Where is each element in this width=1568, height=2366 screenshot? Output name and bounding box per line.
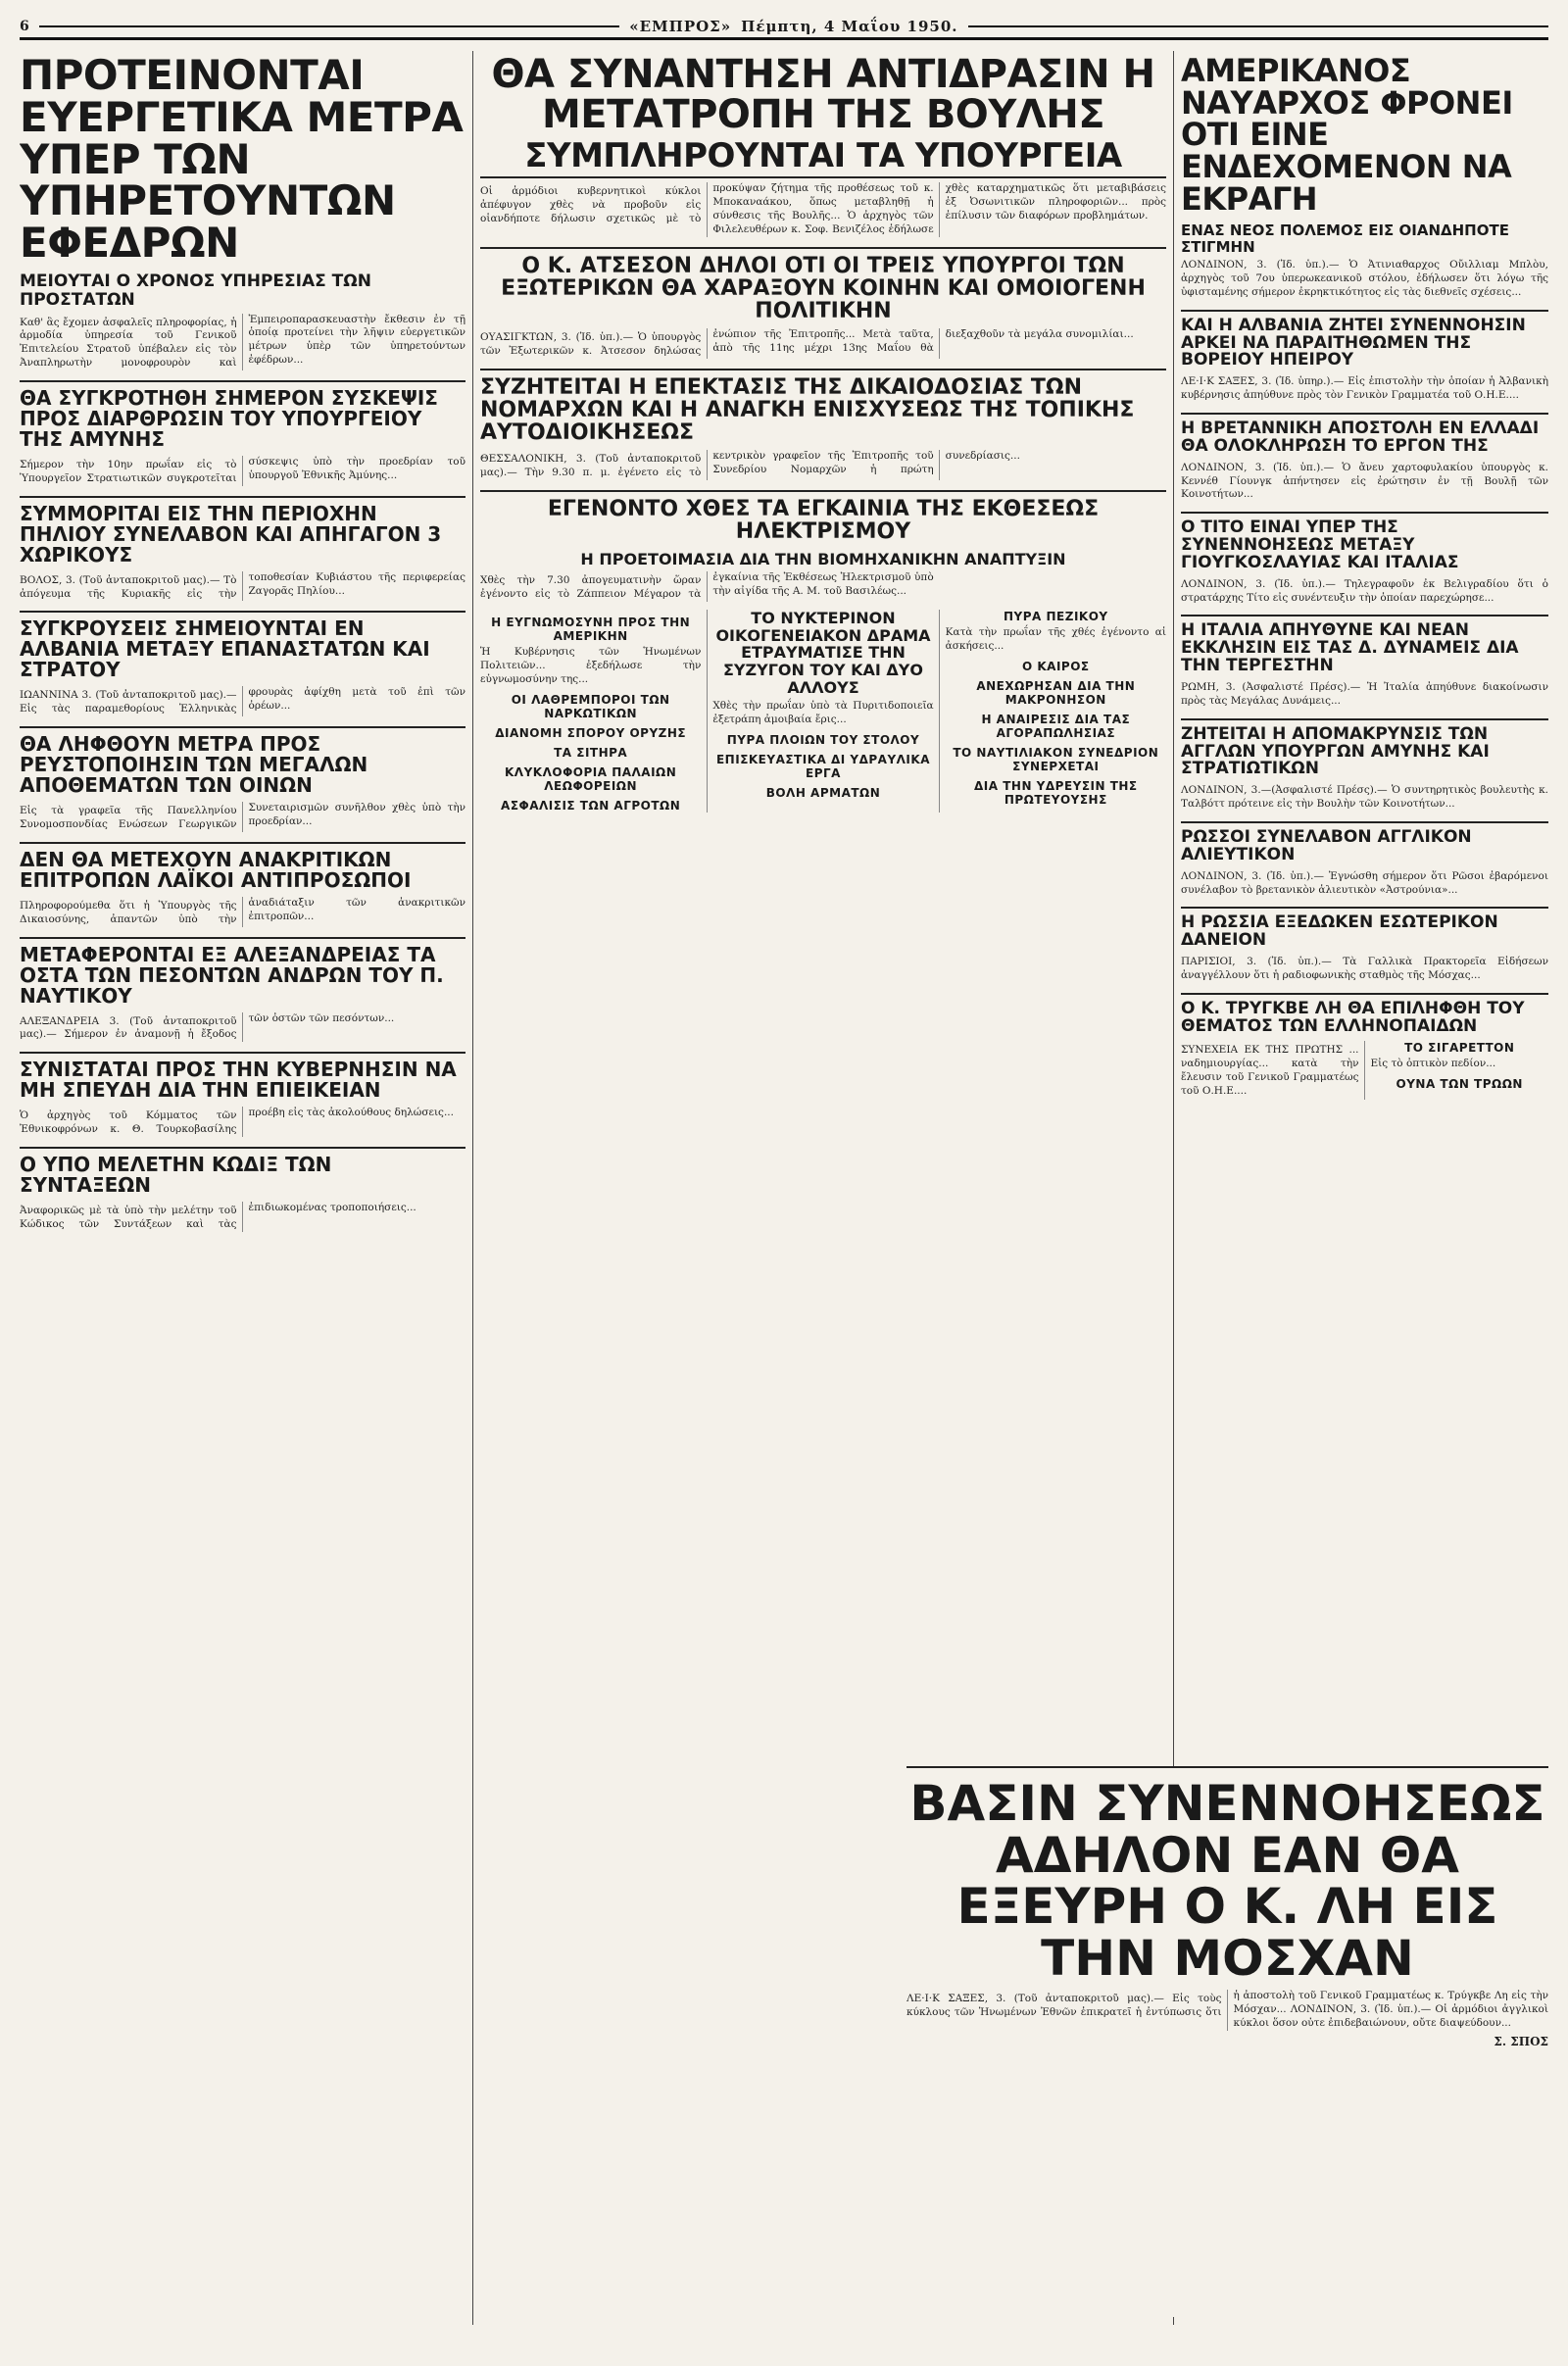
article-text: ΟΥΑΣΙΓΚΤΩΝ, 3. (Ἰδ. ὑπ.).— Ὁ ὑπουργὸς τῶν Ἐξωτερικῶν κ. Ἀτσεσον δηλώσας ἐνώπιον τῆς Ἐπιτροπῆς... Μετὰ ταῦτα, ἀπὸ τῆς 11ης μέχρι 13ης Μαΐου θὰ διεξαχθοῦν τὰ μεγάλα συνομιλίαι... xyxy=(480,327,1134,357)
article-text: Ἀναφορικῶς μὲ τὰ ὑπὸ τὴν μελέτην τοῦ Κώδικος τῶν Συντάξεων καὶ τὰς ἐπιδιωκομένας τροποποιήσεις... xyxy=(20,1201,416,1230)
masthead-date: Πέμπτη, 4 Μαΐου 1950. xyxy=(741,18,958,35)
headline-vretanniki-apostoli: Η ΒΡΕΤΑΝΝΙΚΗ ΑΠΟΣΤΟΛΗ ΕΝ ΕΛΛΑΔΙ ΘΑ ΟΛΟΚΛΗΡΩΣΗ ΤΟ ΕΡΓΟΝ ΤΗΣ xyxy=(1181,413,1548,456)
article-7-body xyxy=(20,1012,466,1043)
article-text: ΛΕ·Ι·Κ ΣΑΞΕΣ, 3. (Τοῦ ἀνταποκριτοῦ μας).— Εἰς τοὺς κύκλους τῶν Ἡνωμένων Ἐθνῶν ἐπικρατεῖ ἡ ἐντύπωσις ὅτι ἡ ἀποστολὴ τοῦ Γενικοῦ Γραμματέως κ. Τρύγκβε Λη εἰς τὴν Μόσχαν... ΛΟΝΔΙΝΟΝ, 3. (Ἰδ. ὑπ.).— Οἱ ἁρμόδιοι ἀγγλικοὶ κύκλοι ὅσον οὐτε ἐπιδεβαιώνουν, οὔτε διαψεύδουν... xyxy=(906,1990,1548,2029)
article-text: ΒΟΛΟΣ, 3. (Τοῦ ἀνταποκριτοῦ μας).— Τὸ ἀπόγευμα τῆς Κυριακῆς εἰς τὴν τοποθεσίαν Κυβιάστου τῆς περιφερείας Ζαγορᾶς Πηλίου... xyxy=(20,570,466,600)
article-1-body xyxy=(20,314,466,370)
article-text: Ὁ ἀρχηγὸς τοῦ Κόμματος τῶν Ἐθνικοφρόνων κ. Θ. Τουρκοβασίλης προέβη εἰς τὰς ἀκολούθους δηλώσεις... xyxy=(20,1107,454,1136)
article-text: Χθὲς τὴν 7.30 ἀπογευματινὴν ὥραν ἐγένοντο εἰς τὸ Ζάππειον Μέγαρον τὰ ἐγκαίνια τῆς Ἐκθέσεως Ἠλεκτρισμοῦ ὑπὸ τὴν αἰγίδα τῆς Α. Μ. τοῦ Βασιλέως... xyxy=(480,571,934,601)
article-text: Πληροφορούμεθα ὅτι ἡ Ὑπουργὸς τῆς Δικαιοσύνης, ἀπαντῶν ὑπὸ τὴν ἀναδιάταξιν τῶν ἀνακριτικῶν ἐπιτροπῶν... xyxy=(20,896,466,925)
headline-trygkve-li: Ο Κ. ΤΡΥΓΚΒΕ ΛΗ ΘΑ ΕΠΙΛΗΦΘΗ ΤΟΥ ΘΕΜΑΤΟΣ ΤΩΝ ΕΛΛΗΝΟΠΑΙΔΩΝ xyxy=(1181,993,1548,1036)
brief-headline: ΟΙ ΛΑΘΡΕΜΠΟΡΟΙ ΤΩΝ ΝΑΡΚΩΤΙΚΩΝ xyxy=(511,692,670,720)
brief-headline: ΤΟ ΝΑΥΤΙΛΙΑΚΟΝ ΣΥΝΕΔΡΙΟΝ ΣΥΝΕΡΧΕΤΑΙ xyxy=(953,745,1159,773)
headline-metatropi-voulis: ΘΑ ΣΥΝΑΝΤΗΣΗ ΑΝΤΙΔΡΑΣΙΝ Η ΜΕΤΑΤΡΟΠΗ ΤΗΣ ΒΟΥΛΗΣ xyxy=(491,52,1155,137)
headline-oikogeneiako-drama: ΤΟ ΝΥΚΤΕΡΙΝΟΝ ΟΙΚΟΓΕΝΕΙΑΚΟΝ ΔΡΑΜΑ ΕΤΡΑΥΜΑΤΙΣΕ ΤΗΝ ΣΥΖΥΓΟΝ ΤΟΥ ΚΑΙ ΔΥΟ ΑΛΛΟΥΣ xyxy=(715,609,931,697)
bottom-article-body xyxy=(906,1990,1548,2031)
brief-headline: ΑΣΦΑΛΙΣΙΣ ΤΩΝ ΑΓΡΟΤΩΝ xyxy=(501,798,681,813)
brief-headline: ΤΑ ΣΙΤΗΡΑ xyxy=(554,745,628,760)
main-article-body xyxy=(480,182,1166,236)
nomarxon-article-body xyxy=(480,450,1166,480)
headline-tito: Ο ΤΙΤΟ ΕΙΝΑΙ ΥΠΕΡ ΤΗΣ ΣΥΝΕΝΝΟΗΣΕΩΣ ΜΕΤΑΞΥ ΓΙΟΥΓΚΟΣΛΑΥΙΑΣ ΚΑΙ ΙΤΑΛΙΑΣ xyxy=(1181,512,1548,572)
headline-italia-tergesti: Η ΙΤΑΛΙΑ ΑΠΗΥΘΥΝΕ ΚΑΙ ΝΕΑΝ ΕΚΚΛΗΣΙΝ ΕΙΣ ΤΑΣ Δ. ΔΥΝΑΜΕΙΣ ΔΙΑ ΤΗΝ ΤΕΡΓΕΣΤΗΝ xyxy=(1181,615,1548,675)
headline-symmorites-piliou: ΣΥΜΜΟΡΙΤΑΙ ΕΙΣ ΤΗΝ ΠΕΡΙΟΧΗΝ ΠΗΛΙΟΥ ΣΥΝΕΛΑΒΟΝ ΚΑΙ ΑΠΗΓΑΓΟΝ 3 ΧΩΡΙΚΟΥΣ xyxy=(20,496,466,566)
article-text: ΛΟΝΔΙΝΟΝ, 3. (Ἰδ. ὑπ.).— Ὁ ἄνευ χαρτοφυλακίου ὑπουργὸς κ. Κεννέθ Γίουνγκ ἀπήντησεν εἰς ἐρώτησιν ἐν τῇ Βουλῇ τῶν Κοινοτήτων... xyxy=(1181,461,1548,501)
trygkve-article-body xyxy=(1181,1041,1548,1099)
headline-apothemata-oinon: ΘΑ ΛΗΦΘΟΥΝ ΜΕΤΡΑ ΠΡΟΣ ΡΕΥΣΤΟΠΟΙΗΣΙΝ ΤΩΝ ΜΕΓΑΛΩΝ ΑΠΟΘΕΜΑΤΩΝ ΤΩΝ ΟΙΝΩΝ xyxy=(20,726,466,796)
brief-headline: ΒΟΛΗ ΑΡΜΑΤΩΝ xyxy=(765,785,881,800)
article-3-body xyxy=(20,571,466,602)
headline-kodix-syntakseon: Ο ΥΠΟ ΜΕΛΕΤΗΝ ΚΩΔΙΞ ΤΩΝ ΣΥΝΤΑΞΕΩΝ xyxy=(20,1147,466,1196)
masthead-rule-left xyxy=(39,25,620,27)
brief-text: Κατὰ τὴν πρωΐαν τῆς χθές ἐγένοντο αἱ ἀσκήσεις... xyxy=(945,626,1166,653)
headline-atseson: Ο Κ. ΑΤΣΕΣΟΝ ΔΗΛΟΙ ΟΤΙ ΟΙ ΤΡΕΙΣ ΥΠΟΥΡΓΟΙ ΤΩΝ ΕΞΩΤΕΡΙΚΩΝ ΘΑ ΧΑΡΑΞΟΥΝ ΚΟΙΝΗΝ ΚΑΙ ΟΜΟΙΟΓΕΝΗ ΠΟΛΙΤΙΚΗΝ xyxy=(480,247,1166,322)
headline-nomarxon: ΣΥΖΗΤΕΙΤΑΙ Η ΕΠΕΚΤΑΣΙΣ ΤΗΣ ΔΙΚΑΙΟΔΟΣΙΑΣ ΤΩΝ ΝΟΜΑΡΧΩΝ ΚΑΙ Η ΑΝΑΓΚΗ ΕΝΙΣΧΥΣΕΩΣ ΤΗΣ ΤΟΠΙΚΗΣ ΑΥΤΟΔΙΟΙΚΗΣΕΩΣ xyxy=(480,369,1166,444)
masthead-title: «ΕΜΠΡΟΣ» xyxy=(629,18,732,35)
article-text: Εἰς τὸ ὀπτικὸν πεδίον... xyxy=(1370,1058,1496,1070)
headline-rossoi-alieutiko: ΡΩΣΣΟΙ ΣΥΝΕΛΑΒΟΝ ΑΓΓΛΙΚΟΝ ΑΛΙΕΥΤΙΚΟΝ xyxy=(1181,821,1548,864)
article-text: ΣΥΝΕΧΕΙΑ ΕΚ ΤΗΣ ΠΡΩΤΗΣ ... ναδημιουργίας... κατὰ τὴν ἔλευσιν τοῦ Γενικοῦ Γραμματέως τοῦ Ο.Η.Ε.... xyxy=(1181,1044,1359,1098)
headline-ypourgeia: ΣΥΜΠΛΗΡΟΥΝΤΑΙ ΤΑ ΥΠΟΥΡΓΕΙΑ xyxy=(480,139,1166,179)
headline-anakritikes-epitropes: ΔΕΝ ΘΑ ΜΕΤΕΧΟΥΝ ΑΝΑΚΡΙΤΙΚΩΝ ΕΠΙΤΡΟΠΩΝ ΛΑΪΚΟΙ ΑΝΤΙΠΡΟΣΩΠΟΙ xyxy=(20,842,466,891)
article-6-body xyxy=(20,897,466,927)
subhead-neos-polemos: ΕΝΑΣ ΝΕΟΣ ΠΟΛΕΜΟΣ ΕΙΣ ΟΙΑΝΔΗΠΟΤΕ ΣΤΙΓΜΗΝ xyxy=(1181,222,1509,256)
headline-albania-sygkrouseis: ΣΥΓΚΡΟΥΣΕΙΣ ΣΗΜΕΙΟΥΝΤΑΙ ΕΝ ΑΛΒΑΝΙΑ ΜΕΤΑΞΥ ΕΠΑΝΑΣΤΑΤΩΝ ΚΑΙ ΣΤΡΑΤΟΥ xyxy=(20,611,466,680)
headline-amerikanos-navarxos: ΑΜΕΡΙΚΑΝΟΣ ΝΑΥΑΡΧΟΣ ΦΡΟΝΕΙ ΟΤΙ ΕΙΝΕ ΕΝΔΕΧΟΜΕΝΟΝ ΝΑ ΕΚΡΑΓΗ xyxy=(1181,52,1513,218)
masthead-rule-right xyxy=(968,25,1549,27)
subhead-xronos-ypiresias: ΜΕΙΟΥΤΑΙ Ο ΧΡΟΝΟΣ ΥΠΗΡΕΣΙΑΣ ΤΩΝ ΠΡΟΣΤΑΤΩΝ xyxy=(20,271,371,310)
headline-epieikeia: ΣΥΝΙΣΤΑΤΑΙ ΠΡΟΣ ΤΗΝ ΚΥΒΕΡΝΗΣΙΝ ΝΑ ΜΗ ΣΠΕΥΔΗ ΔΙΑ ΤΗΝ ΕΠΙΕΙΚΕΙΑΝ xyxy=(20,1052,466,1101)
headline-syskepsis-amynis: ΘΑ ΣΥΓΚΡΟΤΗΘΗ ΣΗΜΕΡΟΝ ΣΥΣΚΕΨΙΣ ΠΡΟΣ ΔΙΑΡΘΡΩΣΙΝ ΤΟΥ ΥΠΟΥΡΓΕΙΟΥ ΤΗΣ ΑΜΥΝΗΣ xyxy=(20,380,466,450)
headline-rossia-daneio: Η ΡΩΣΣΙΑ ΕΞΕΔΩΚΕΝ ΕΣΩΤΕΡΙΚΟΝ ΔΑΝΕΙΟΝ xyxy=(1181,907,1548,950)
column-divider xyxy=(472,51,473,2325)
brief-headline: ΠΥΡΑ ΠΛΟΙΩΝ ΤΟΥ ΣΤΟΛΟΥ xyxy=(726,732,920,747)
left-column xyxy=(20,51,466,2325)
article-text: ΛΟΝΔΙΝΟΝ, 3. (Ἰδ. ὑπ.).— Τηλεγραφοῦν ἐκ Βελιγραδίου ὅτι ὁ στρατάρχης Τίτο εἰς συνέντευξιν τὴν ὁποίαν παρεχώρησε... xyxy=(1181,577,1548,604)
headline-evergetika-metra: ΠΡΟΤΕΙΝΟΝΤΑΙ ΕΥΕΡΓΕΤΙΚΑ ΜΕΤΡΑ ΥΠΕΡ ΤΩΝ ΥΠΗΡΕΤΟΥΝΤΩΝ ΕΦΕΔΡΩΝ xyxy=(20,51,464,268)
article-text: ΑΛΕΞΑΝΔΡΕΙΑ 3. (Τοῦ ἀνταποκριτοῦ μας).— Σήμερον ἐν ἀναμονῇ ἡ ἔξοδος τῶν ὀστῶν τῶν πεσόντων... xyxy=(20,1011,395,1041)
headline-aggloi-ypourgoi: ΖΗΤΕΙΤΑΙ Η ΑΠΟΜΑΚΡΥΝΣΙΣ ΤΩΝ ΑΓΓΛΩΝ ΥΠΟΥΡΓΩΝ ΑΜΥΝΗΣ ΚΑΙ ΣΤΡΑΤΙΩΤΙΚΩΝ xyxy=(1181,718,1548,779)
article-text: Καθ' ἃς ἔχομεν ἀσφαλεῖς πληροφορίας, ἡ ἁρμοδία ὑπηρεσία τοῦ Γενικοῦ Ἐπιτελείου Στρατοῦ ὑπέβαλεν εἰς τὸν Ἀναπληρωτὴν μονοφρουρὸν καὶ Ἐμπειροπαρασκευαστὴν ἔκθεσιν ἐν τῇ ὁποίᾳ προτείνει τὴν λῆψιν εὐεργετικῶν μέτρων ὑπὲρ τῶν ὑπηρετούντων ἐφέδρων... xyxy=(20,313,466,370)
brief-headline: Η ΕΥΓΝΩΜΟΣΥΝΗ ΠΡΟΣ ΤΗΝ ΑΜΕΡΙΚΗΝ xyxy=(491,616,691,644)
article-text: ΡΩΜΗ, 3. (Ἀσφαλιστέ Πρέσς).— Ἡ Ἰταλία ἀπηύθυνε διακοίνωσιν πρὸς τὰς Μεγάλας Δυνάμεις... xyxy=(1181,681,1548,707)
brief-headline: ΤΟ ΣΙΓΑΡΕΤΤΟΝ xyxy=(1404,1041,1515,1056)
article-text: ΛΟΝΔΙΝΟΝ, 3. (Ἰδ. ὑπ.).— Ἐγνώσθη σήμερον ὅτι Ρῶσοι ἐβαρόμενοι συνέλαβον τὸ βρετανικὸν ἁλιευτικὸν «Ἀστρούνια»... xyxy=(1181,869,1548,896)
bottom-story xyxy=(906,1766,1548,2317)
headline-vasis-synennoiseos: ΒΑΣΙΝ ΣΥΝΕΝΝΟΗΣΕΩΣ ΑΔΗΛΟΝ ΕΑΝ ΘΑ ΕΞΕΥΡΗ Ο Κ. ΛΗ ΕΙΣ ΤΗΝ ΜΟΣΧΑΝ xyxy=(909,1775,1545,1987)
subhead-viomixaniki: Η ΠΡΟΕΤΟΙΜΑΣΙΑ ΔΙΑ ΤΗΝ ΒΙΟΜΗΧΑΝΙΚΗΝ ΑΝΑΠΤΥΞΙΝ xyxy=(580,549,1066,568)
article-5-body xyxy=(20,802,466,832)
article-text: ΛΕ·Ι·Κ ΣΑΞΕΣ, 3. (Ἰδ. ὑπηρ.).— Εἰς ἐπιστολὴν τὴν ὁποίαν ἡ Ἀλβανικὴ κυβέρνησις ἀπηύθυνε πρὸς τὸν Γενικὸν Γραμματέα τοῦ Ο.Η.Ε.... xyxy=(1181,375,1548,402)
brief-headline: ΠΥΡΑ ΠΕΖΙΚΟΥ xyxy=(1004,610,1108,624)
atseson-article-body xyxy=(480,328,1166,359)
article-2-body xyxy=(20,456,466,486)
article-text: ΘΕΣΣΑΛΟΝΙΚΗ, 3. (Τοῦ ἀνταποκριτοῦ μας).— Τὴν 9.30 π. μ. ἐγένετο εἰς τὸ κεντρικὸν γραφεῖον τῆς Ἐπιτροπῆς τοῦ Συνεδρίου Νομαρχῶν ἡ πρώτη συνεδρίασις... xyxy=(480,449,1020,478)
headline-albania-synennoisi: ΚΑΙ Η ΑΛΒΑΝΙΑ ΖΗΤΕΙ ΣΥΝΕΝΝΟΗΣΙΝ ΑΡΚΕΙ ΝΑ ΠΑΡΑΙΤΗΘΩΜΕΝ ΤΗΣ ΒΟΡΕΙΟΥ ΗΠΕΙΡΟΥ xyxy=(1181,310,1548,370)
article-text: ΠΑΡΙΣΙΟΙ, 3. (Ἰδ. ὑπ.).— Τὰ Γαλλικὰ Πρακτορεῖα Εἰδήσεων ἀναγγέλλουν ὅτι ἡ ραδιοφωνικὴς σταθμὸς τῆς Μόσχας... xyxy=(1181,956,1548,981)
newspaper-page xyxy=(20,16,1548,2329)
drama-text: Χθὲς τὴν πρωΐαν ὑπὸ τὰ Πυριτιδοποιεῖα ἐξετράπη ἀμοιβαία ἔρις... xyxy=(712,700,934,726)
author-signature: Σ. ΣΠΟΣ xyxy=(1494,2034,1548,2048)
article-4-body xyxy=(20,686,466,716)
masthead-bar xyxy=(20,16,1548,40)
columns-grid xyxy=(20,51,1548,2325)
brief-headline: ΕΠΙΣΚΕΥΑΣΤΙΚΑ ΔΙ ΥΔΡΑΥΛΙΚΑ ΕΡΓΑ xyxy=(715,752,930,780)
brief-headline: ΑΝΕΧΩΡΗΣΑΝ ΔΙΑ ΤΗΝ ΜΑΚΡΟΝΗΣΟΝ xyxy=(976,678,1136,707)
ekthesi-article-body xyxy=(480,571,1166,602)
article-text: Εἰς τὰ γραφεῖα τῆς Πανελληνίου Συνομοσπονδίας Ενώσεων Γεωργικῶν Συνεταιρισμῶν συνῆλθον χθὲς ὑπὸ τὴν προεδρίαν... xyxy=(20,802,466,830)
brief-headline: ΔΙΑ ΤΗΝ ΥΔΡΕΥΣΙΝ ΤΗΣ ΠΡΩΤΕΥΟΥΣΗΣ xyxy=(974,778,1138,807)
brief-headline: ΟΥΝΑ ΤΩΝ ΤΡΩΩΝ xyxy=(1396,1077,1523,1092)
article-9-body xyxy=(20,1202,466,1232)
brief-headline: ΚΛΥΚΛΟΦΟΡΙΑ ΠΑΛΑΙΩΝ ΛΕΩΦΟΡΕΙΩΝ xyxy=(505,764,677,793)
headline-ekthesi-ilektrismou: ΕΓΕΝΟΝΤΟ ΧΘΕΣ ΤΑ ΕΓΚΑΙΝΙΑ ΤΗΣ ΕΚΘΕΣΕΩΣ ΗΛΕΚΤΡΙΣΜΟΥ xyxy=(480,490,1166,543)
article-text: Οἱ ἁρμόδιοι κυβερνητικοὶ κύκλοι ἀπέφυγον χθὲς νὰ προβοῦν εἰς οἱανδήποτε δήλωσιν σχετικῶς μὲ τὸ προκύψαν ζήτημα τῆς προθέσεως τοῦ κ. Μποκαναάκου, ὅπως μεταβληθῇ ἡ σύνθεσις τῆς Βουλῆς... Ὁ ἀρχηγὸς τῶν Φιλελευθέρων κ. Σοφ. Βενιζέλος ἐδήλωσε χθὲς καταρχηματικῶς ὅτι μεταβιβάσεις ἐξ Ὀσωνιτικῶν πληροφοριῶν... πρὸς ἐπίλυσιν τῶν διαφόρων προβλημάτων. xyxy=(480,182,1166,235)
article-text: ΛΟΝΔΙΝΟΝ, 3. (Ἰδ. ὑπ.).— Ὁ Ἀτινιαθαρχος Οὔιλλιαμ Μπλὸυ, ἀρχηγὸς τοῦ 7ου ὑπερωκεανικοῦ στόλου, ἐδήλωσεν ὅτι λόγω τῆς ὑφισταμένης σήμερον ἐκρηκτικότητος εἰς τὰς διεθνεῖς σχέσεις... xyxy=(1181,259,1548,298)
brief-headline: Ο ΚΑΙΡΟΣ xyxy=(1022,659,1090,673)
brief-headline: Η ΑΝΑΙΡΕΣΙΣ ΔΙΑ ΤΑΣ ΑΓΟΡΑΠΩΛΗΣΙΑΣ xyxy=(981,712,1131,740)
brief-headline: ΔΙΑΝΟΜΗ ΣΠΟΡΟΥ ΟΡΥΖΗΣ xyxy=(495,725,687,740)
article-text: ΙΩΑΝΝΙΝΑ 3. (Τοῦ ἀνταποκριτοῦ μας).— Εἰς τὰς παραμεθορίους Ἑλληνικὰς φρουρὰς ἀφίχθη μετὰ τοῦ ἐπὶ τῶν ὀρέων... xyxy=(20,686,466,715)
page-number: 6 xyxy=(20,19,29,34)
headline-osta-pesonton: ΜΕΤΑΦΕΡΟΝΤΑΙ ΕΞ ΑΛΕΞΑΝΔΡΕΙΑΣ ΤΑ ΟΣΤΑ ΤΩΝ ΠΕΣΟΝΤΩΝ ΑΝΔΡΩΝ ΤΟΥ Π. ΝΑΥΤΙΚΟΥ xyxy=(20,937,466,1007)
article-text: Σήμερον τὴν 10ην πρωΐαν εἰς τὸ Ὑπουργεῖον Στρατιωτικῶν συγκροτεῖται σύσκεψις ὑπὸ τὴν προεδρίαν τοῦ ὑπουργοῦ Ἐθνικῆς Ἀμύνης... xyxy=(20,455,466,484)
article-8-body xyxy=(20,1107,466,1137)
brief-text: Ἡ Κυβέρνησις τῶν Ἡνωμένων Πολιτειῶν... ἐξεδήλωσε τὴν εὐγνωμοσύνην της... xyxy=(480,646,702,685)
briefs-section xyxy=(480,610,1166,813)
article-text: ΛΟΝΔΙΝΟΝ, 3.—(Ἀσφαλιστέ Πρέσς).— Ὁ συντηρητικὸς βουλευτὴς κ. Ταλβόττ πρότεινε εἰς τὴν Βουλὴν τῶν Κοινοτήτων... xyxy=(1181,784,1548,811)
